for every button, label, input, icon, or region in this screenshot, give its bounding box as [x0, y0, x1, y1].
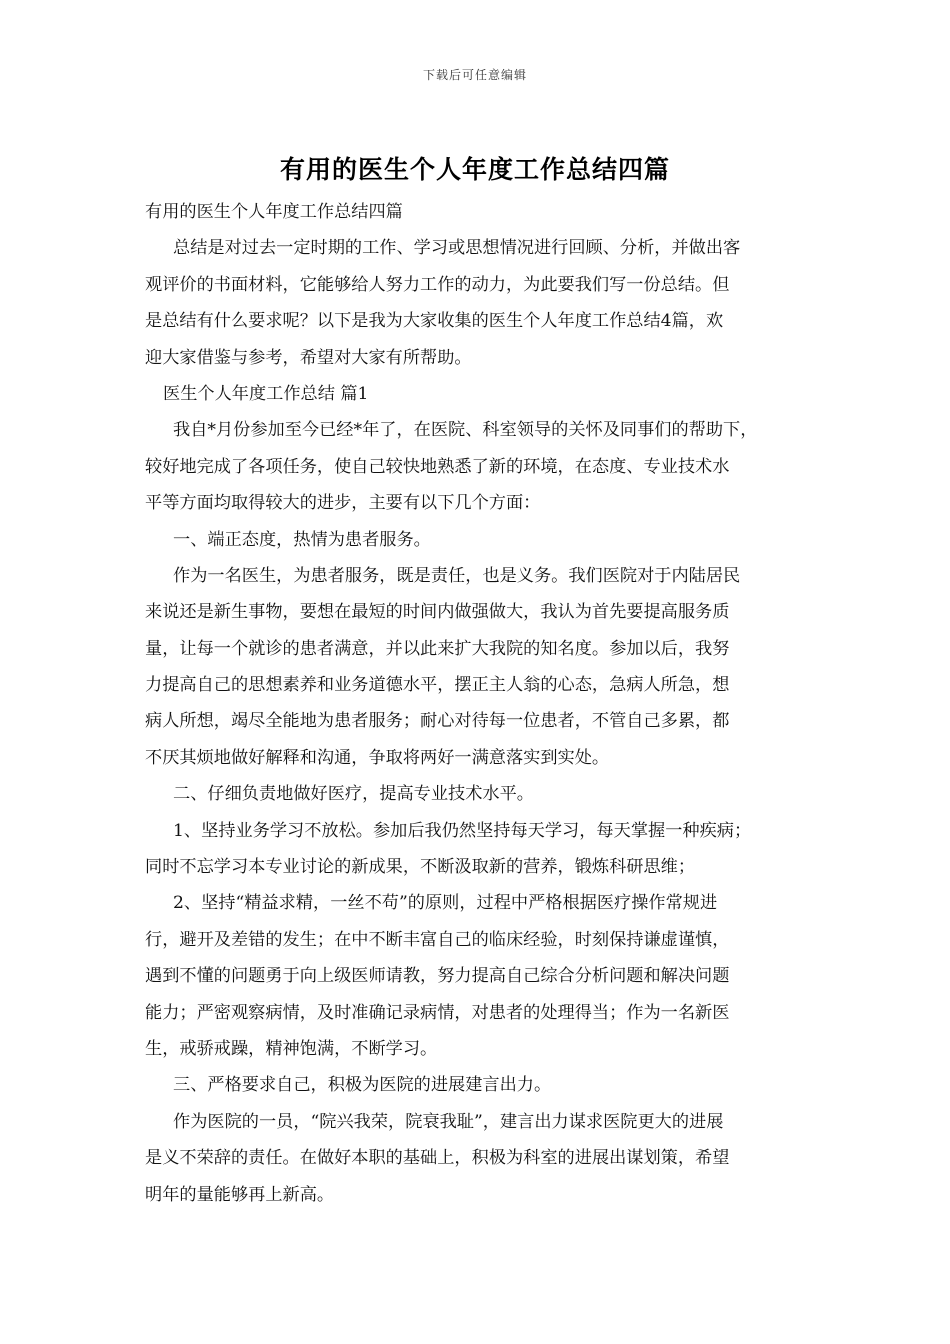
paragraph-line: 病人所想，竭尽全能地为患者服务；耐心对待每一位患者，不管自己多累，都 — [145, 711, 730, 732]
paragraph-line: 平等方面均取得较大的进步，主要有以下几个方面： — [145, 493, 541, 514]
document-body — [145, 194, 820, 1213]
paragraph-line: 遇到不懂的问题勇于向上级医师请教，努力提高自己综合分析问题和解决问题 — [145, 966, 730, 987]
paragraph-line: 1、坚持业务学习不放松。参加后我仍然坚持每天学习，每天掌握一种疾病； — [173, 820, 752, 841]
subtitle-line: 有用的医生个人年度工作总结四篇 — [145, 202, 403, 222]
section-heading: 医生个人年度工作总结 篇1 — [163, 383, 369, 404]
paragraph-line: 生，戒骄戒躁，精神饱满，不断学习。 — [145, 1038, 438, 1059]
paragraph-line: 观评价的书面材料，它能够给人努力工作的动力，为此要我们写一份总结。但 — [145, 274, 730, 295]
paragraph-line: 同时不忘学习本专业讨论的新成果，不断汲取新的营养，锻炼科研思维； — [145, 857, 696, 878]
paragraph-line: 总结是对过去一定时期的工作、学习或思想情况进行回顾、分析，并做出客 — [173, 238, 741, 259]
paragraph-line: 不厌其烦地做好解释和沟通，争取将两好一满意落实到实处。 — [145, 747, 610, 768]
paragraph-line: 迎大家借鉴与参考，希望对大家有所帮助。 — [145, 347, 472, 368]
paragraph-line: 行，避开及差错的发生；在中不断丰富自己的临床经验，时刻保持谦虚谨慎， — [145, 929, 730, 950]
paragraph-line: 较好地完成了各项任务，使自己较快地熟悉了新的环境，在态度、专业技术水 — [145, 456, 730, 477]
subsection-heading: 一、端正态度，热情为患者服务。 — [173, 529, 431, 550]
paragraph-line: 来说还是新生事物，要想在最短的时间内做强做大，我认为首先要提高服务质 — [145, 602, 730, 623]
paragraph-line: 明年的量能够再上新高。 — [145, 1184, 335, 1205]
document-title: 有用的医生个人年度工作总结四篇 — [279, 155, 670, 184]
paragraph-line: 2、坚持“精益求精，一丝不苟”的原则，过程中严格根据医疗操作常规进 — [173, 893, 718, 914]
subsection-heading: 三、严格要求自己，积极为医院的进展建言出力。 — [173, 1075, 552, 1096]
paragraph-line: 是义不荣辞的责任。在做好本职的基础上，积极为科室的进展出谋划策，希望 — [145, 1148, 730, 1169]
paragraph-line: 作为医院的一员，“院兴我荣，院衰我耻”，建言出力谋求医院更大的进展 — [173, 1111, 724, 1132]
paragraph-line: 是总结有什么要求呢？以下是我为大家收集的医生个人年度工作总结4篇，欢 — [145, 311, 724, 332]
paragraph-line: 我自*月份参加至今已经*年了，在医院、科室领导的关怀及同事们的帮助下， — [173, 420, 758, 441]
paragraph-line: 量，让每一个就诊的患者满意，并以此来扩大我院的知名度。参加以后，我努 — [145, 638, 730, 659]
paragraph-line: 能力；严密观察病情，及时准确记录病情，对患者的处理得当；作为一名新医 — [145, 1002, 730, 1023]
paragraph-line: 力提高自己的思想素养和业务道德水平，摆正主人翁的心态，急病人所急，想 — [145, 675, 730, 696]
paragraph-line: 作为一名医生，为患者服务，既是责任，也是义务。我们医院对于内陆居民 — [173, 565, 741, 586]
header-note: 下载后可任意编辑 — [422, 68, 527, 82]
subsection-heading: 二、仔细负责地做好医疗，提高专业技术水平。 — [173, 784, 534, 805]
